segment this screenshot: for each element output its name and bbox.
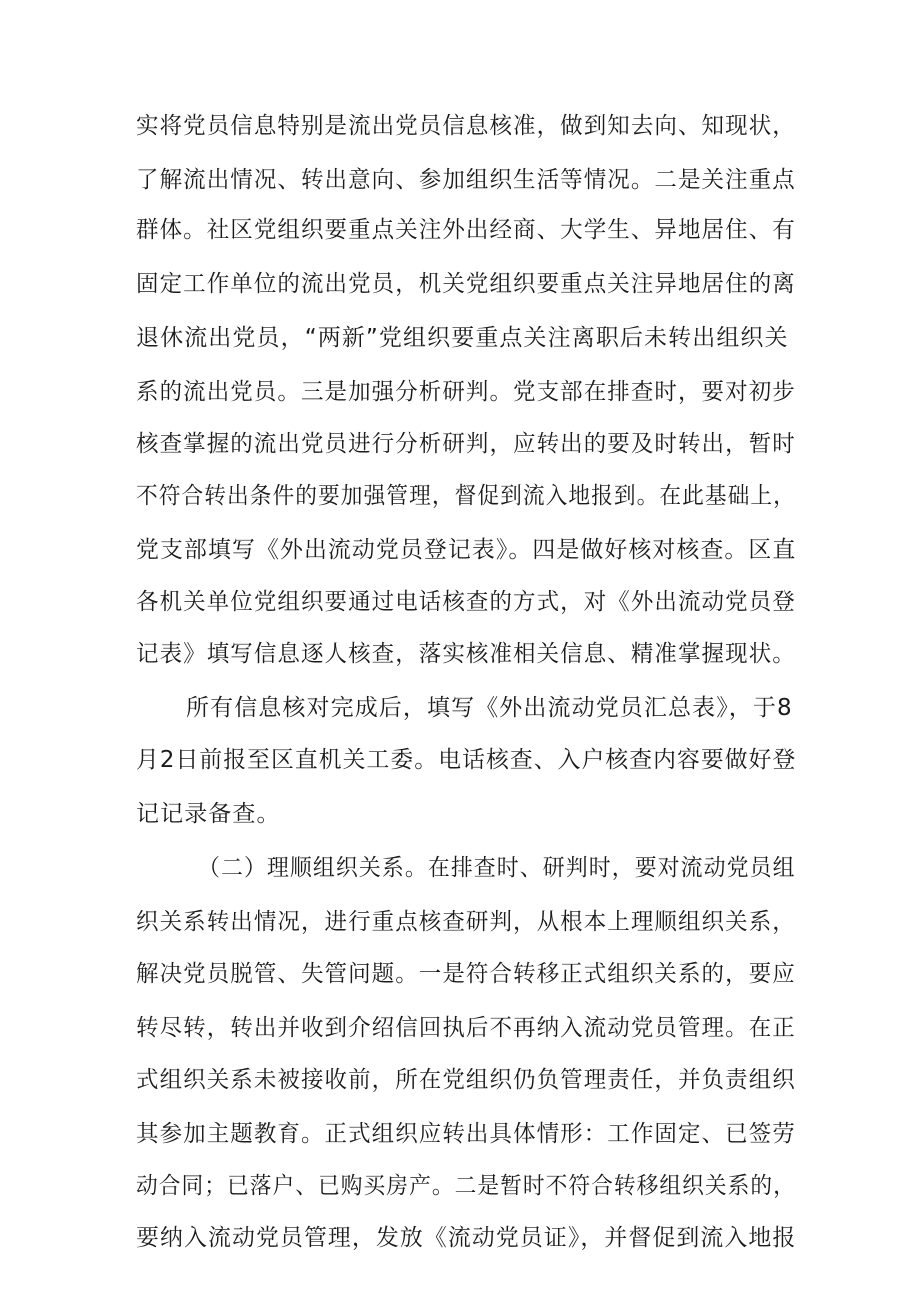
text-line: 式组织关系未被接收前，所在党组织仍负管理责任，并负责组织 [136, 1067, 796, 1093]
text-line: 了解流出情况、转出意向、参加组织生活等情况。二是关注重点 [136, 167, 796, 193]
text-line: 要纳入流动党员管理，发放《流动党员证》，并督促到流入地报 [136, 1225, 797, 1251]
text-line: 其参加主题教育。正式组织应转出具体情形：工作固定、已签劳 [136, 1121, 796, 1147]
text-line: 记记录备查。 [136, 801, 281, 827]
text-line: 群体。社区党组织要重点关注外出经商、大学生、异地居住、有 [136, 217, 796, 243]
text-line: 退休流出党员，“两新”党组织要重点关注离职后未转出组织关 [136, 325, 789, 351]
text-line: 核查掌握的流出党员进行分析研判，应转出的要及时转出，暂时 [136, 431, 796, 457]
text-line: 各机关单位党组织要通过电话核查的方式，对《外出流动党员登 [136, 589, 796, 615]
text-line: 党支部填写《外出流动党员登记表》。四是做好核对核查。区直 [136, 537, 797, 563]
section-heading-line: （二）理顺组织关系。在排查时、研判时，要对流动党员组 [198, 855, 796, 881]
text-line: 系的流出党员。三是加强分析研判。党支部在排查时，要对初步 [136, 379, 796, 405]
text-line: 转尽转，转出并收到介绍信回执后不再纳入流动党员管理。在正 [136, 1015, 796, 1041]
text-line: 实将党员信息特别是流出党员信息核准，做到知去向、知现状， [136, 113, 796, 139]
text-line: 解决党员脱管、失管问题。一是符合转移正式组织关系的，要应 [136, 961, 796, 987]
text-line: 记表》填写信息逐人核查，落实核准相关信息、精准掌握现状。 [136, 641, 796, 667]
paragraph-first-line: 所有信息核对完成后，填写《外出流动党员汇总表》，于8 [186, 695, 793, 721]
text-line: 动合同；已落户、已购买房产。二是暂时不符合转移组织关系的， [136, 1173, 796, 1199]
text-line: 月2日前报至区直机关工委。电话核查、入户核查内容要做好登 [136, 747, 797, 773]
text-line: 固定工作单位的流出党员，机关党组织要重点关注异地居住的离 [136, 271, 796, 297]
text-line: 织关系转出情况，进行重点核查研判，从根本上理顺组织关系， [136, 909, 796, 935]
text-line: 不符合转出条件的要加强管理，督促到流入地报到。在此基础上， [136, 483, 796, 509]
